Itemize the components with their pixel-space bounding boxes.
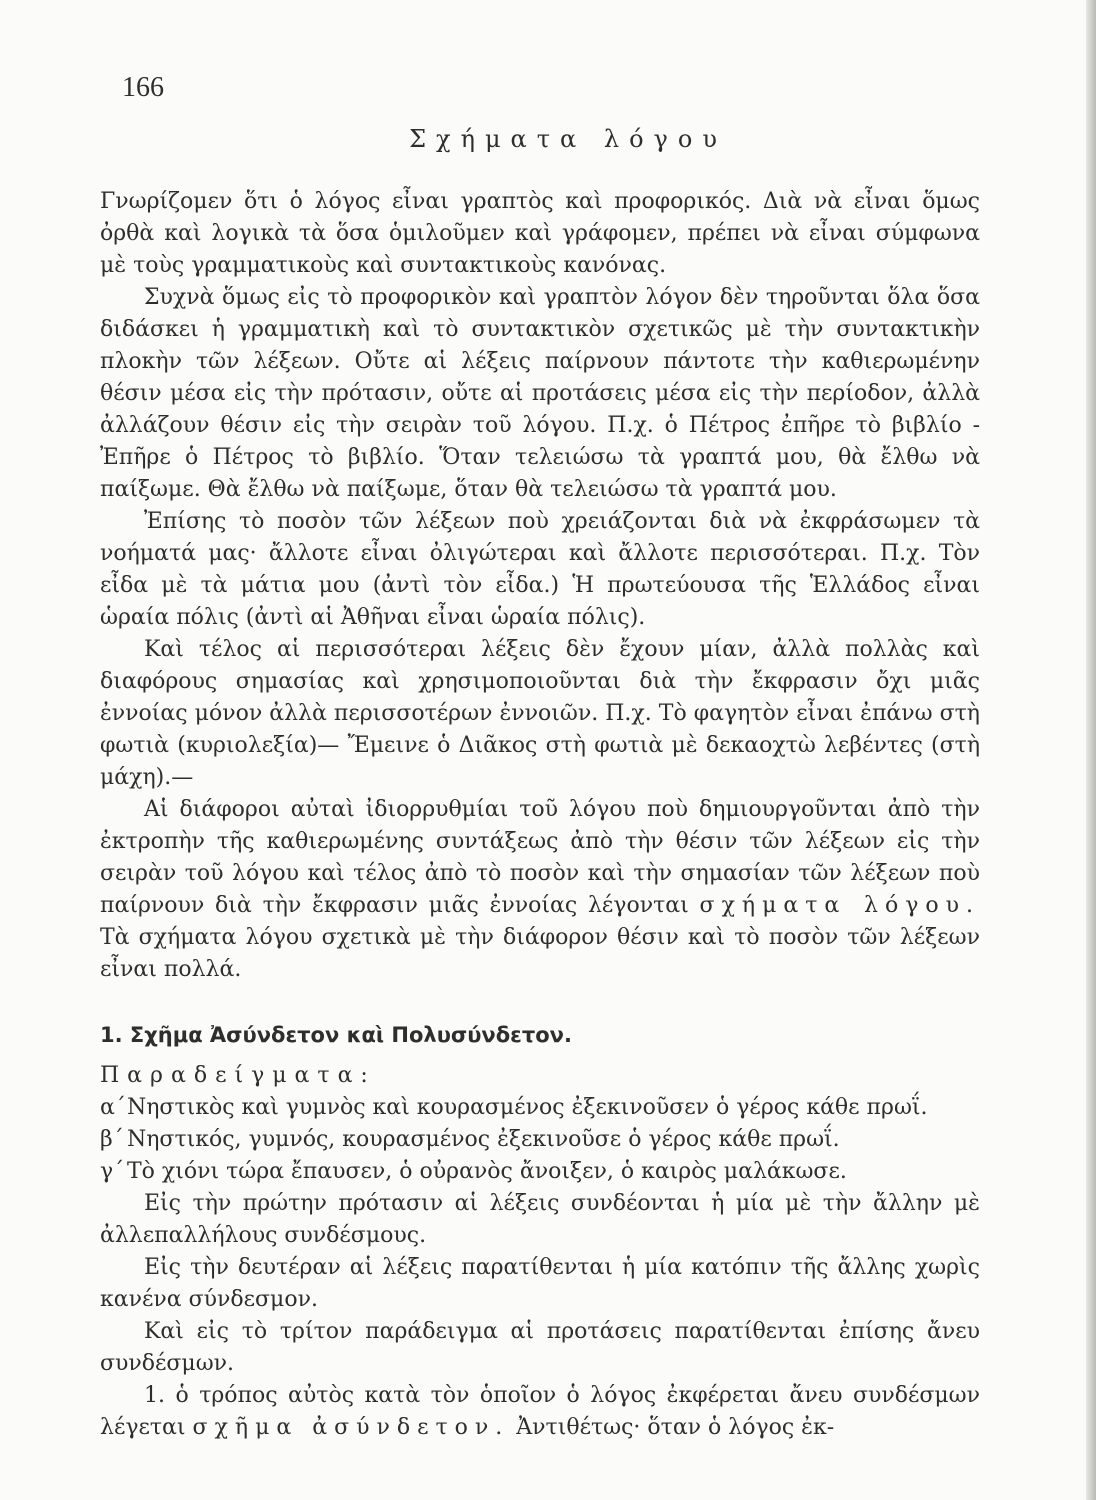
section-paragraph-1: Εἰς τὴν πρώτην πρότασιν αἱ λέξεις συνδέονται ἡ μία μὲ τὴν ἄλλην μὲ ἀλλεπαλλήλους συνδέσμους. — [100, 1191, 980, 1248]
section-paragraph-4-start: 1. ὁ τρόπος αὐτὸς κατὰ τὸν ὁποῖον ὁ λόγος ἐκφέρεται ἄνευ συνδέσμων λέγεται — [100, 1383, 980, 1440]
example-item — [100, 1124, 980, 1156]
intro-paragraph-3: Ἐπίσης τὸ ποσὸν τῶν λέξεων ποὺ χρειάζονται διὰ νὰ ἐκφράσωμεν τὰ νοήματά μας· ἄλλοτε εἶναι ὀλιγώτεραι καὶ ἄλλοτε περισσότεραι. Π.χ. Τὸν εἶδα μὲ τὰ μάτια μου (ἀντὶ τὸν εἶδα.) Ἡ πρωτεύουσα τῆς Ἑλλάδος εἶναι ὡραία πόλις (ἀντὶ αἱ Ἀθῆναι εἶναι ὡραία πόλις). — [100, 509, 980, 630]
intro-text — [100, 186, 980, 986]
intro-paragraph-4: Καὶ τέλος αἱ περισσότεραι λέξεις δὲν ἔχουν μίαν, ἀλλὰ πολλὰς καὶ διαφόρους σημασίας καὶ χρησιμοποιοῦνται διὰ τὴν ἔκφρασιν ὄχι μιᾶς ἐννοίας μόνον ἀλλὰ περισσοτέρων ἐννοιῶν. Π.χ. Τὸ φαγητὸν εἶναι ἐπάνω στὴ φωτιὰ (κυριολεξία)— Ἔμεινε ὁ Διᾶκος στὴ φωτιὰ μὲ δεκαοχτὼ λεβέντες (στὴ μάχη).— — [100, 637, 980, 790]
section-paragraph-4 — [100, 1380, 980, 1444]
example-item — [100, 1156, 980, 1188]
chapter-title: Σχήματα λόγου — [409, 125, 727, 153]
page-edge-shadow — [1086, 0, 1096, 1500]
term-schema-asyndeton: σχῆμα ἀσύνδετον. — [192, 1415, 510, 1440]
example-text: Νηστικός, γυμνός, κουρασμένος ἐξεκινοῦσε ὁ γέρος κάθε πρωΐ. — [127, 1127, 840, 1152]
example-text: Τὸ χιόνι τώρα ἔπαυσεν, ὁ οὐρανὸς ἄνοιξεν, ὁ καιρὸς μαλάκωσε. — [127, 1159, 847, 1184]
intro-paragraph-5 — [100, 794, 980, 986]
section-paragraph-2: Εἰς τὴν δευτέραν αἱ λέξεις παρατίθενται ἡ μία κατόπιν τῆς ἄλλης χωρὶς κανένα σύνδεσμον. — [100, 1255, 980, 1312]
example-mark: γ΄ — [100, 1159, 125, 1184]
section-body — [100, 1060, 980, 1444]
example-mark: β΄ — [100, 1127, 124, 1152]
intro-paragraph-2: Συχνὰ ὅμως εἰς τὸ προφορικὸν καὶ γραπτὸν λόγον δὲν τηροῦνται ὅλα ὅσα διδάσκει ἡ γραμματικὴ καὶ τὸ συντακτικὸν σχετικῶς μὲ τὴν συντακτικὴν πλοκὴν τῶν λέξεων. Οὔτε αἱ λέξεις παίρνουν πάντοτε τὴν καθιερωμένην θέσιν μέσα εἰς τὴν πρότασιν, οὔτε αἱ προτάσεις μέσα εἰς τὴν περίοδον, ἀλλὰ ἀλλάζουν θέσιν εἰς τὴν σειρὰν τοῦ λόγου. Π.χ. ὁ Πέτρος ἐπῆρε τὸ βιβλίο - Ἐπῆρε ὁ Πέτρος τὸ βιβλίο. Ὅταν τελειώσω τὰ γραπτά μου, θὰ ἔλθω νὰ παίξωμε. Θὰ ἔλθω νὰ παίξωμε, ὅταν θὰ τελειώσω τὰ γραπτά μου. — [100, 285, 980, 502]
intro-paragraph-1: Γνωρίζομεν ὅτι ὁ λόγος εἶναι γραπτὸς καὶ προφορικός. Διὰ νὰ εἶναι ὅμως ὀρθὰ καὶ λογικὰ τὰ ὅσα ὁμιλοῦμεν καὶ γράφομεν, πρέπει νὰ εἶναι σύμφωνα μὲ τοὺς γραμματικοὺς καὶ συντακτικοὺς κανόνας. — [100, 189, 980, 278]
section-heading: 1. Σχῆμα Ἀσύνδετον καὶ Πολυσύνδετον. — [100, 1023, 572, 1047]
example-mark: α΄ — [100, 1095, 126, 1120]
example-item — [100, 1092, 980, 1124]
intro-paragraph-5-end: Τὰ σχήματα λόγου σχετικὰ μὲ τὴν διάφορον θέσιν καὶ τὸ ποσὸν τῶν λέξεων εἶναι πολλά. — [100, 925, 980, 982]
section-paragraph-4-end: Ἀντιθέτως· ὅταν ὁ λόγος ἐκ- — [516, 1415, 835, 1440]
term-schemata-logou: σχήματα λόγου. — [699, 893, 981, 918]
section-paragraph-3: Καὶ εἰς τὸ τρίτον παράδειγμα αἱ προτάσεις παρατίθενται ἐπίσης ἄνευ συνδέσμων. — [100, 1319, 980, 1376]
examples-label: Παραδείγματα: — [100, 1063, 376, 1088]
intro-paragraph-5-start: Αἱ διάφοροι αὐταὶ ἰδιορρυθμίαι τοῦ λόγου ποὺ δημιουργοῦνται ἀπὸ τὴν ἐκτροπὴν τῆς καθιερωμένης συντάξεως ἀπὸ τὴν θέσιν τῶν λέξεων εἰς τὴν σειρὰν τοῦ λόγου καὶ τέλος ἀπὸ τὸ ποσὸν καὶ τὴν σημασίαν τῶν λέξεων ποὺ παίρνουν διὰ τὴν ἔκφρασιν μιᾶς ἐννοίας λέγονται — [100, 797, 980, 918]
example-text: Νηστικὸς καὶ γυμνὸς καὶ κουρασμένος ἐξεκινοῦσεν ὁ γέρος κάθε πρωΐ. — [127, 1095, 928, 1120]
page-number: 166 — [122, 72, 164, 103]
